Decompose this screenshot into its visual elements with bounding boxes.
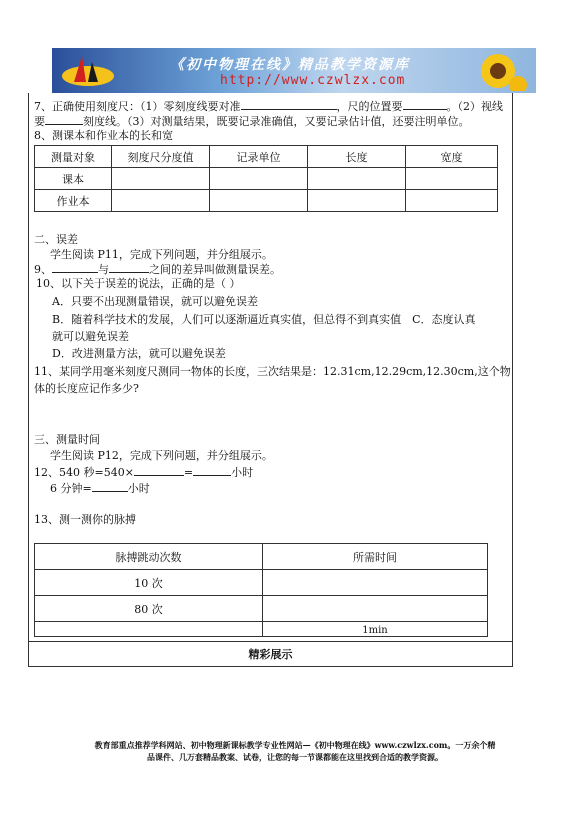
question-7-line-2 [34, 114, 470, 129]
banner-title: 《初中物理在线》精品教学资源库 [170, 57, 410, 73]
section-3-heading: 三、测量时间 [34, 433, 100, 446]
q12-text-3: 小时 [231, 466, 254, 479]
question-9 [34, 262, 281, 277]
table-cell[interactable] [263, 596, 488, 622]
q9-blank-1[interactable] [52, 262, 98, 273]
banner-url[interactable]: http://www.czwlzx.com [220, 73, 406, 88]
question-12-line-2 [50, 481, 150, 496]
pulse-table [34, 543, 488, 637]
showcase-section-title: 精彩展示 [28, 641, 513, 667]
table-cell[interactable] [406, 168, 498, 190]
table-cell[interactable] [406, 190, 498, 212]
option-b: B．随着科学技术的发展，人们可以逐渐逼近真实值，但总得不到真实值 C．态度认真 [52, 313, 476, 326]
question-13: 13、测一测你的脉搏 [34, 513, 136, 526]
table-cell[interactable] [112, 168, 210, 190]
question-11-line-1: 11、某同学用毫米刻度尺测同一物体的长度，三次结果是：12.31cm,12.29cm,12.30cm,这个物 [34, 365, 511, 378]
table-header: 长度 [308, 146, 406, 168]
q9-text-3: 之间的差异叫做测量误差。 [149, 263, 281, 276]
footer-line-2: 品课件、几万套精品教案、试卷，让您的每一节课都能在这里找到合适的教学资源。 [147, 752, 443, 762]
table-cell[interactable] [263, 570, 488, 596]
table-row [35, 570, 488, 596]
table-cell[interactable] [308, 168, 406, 190]
q9-text-2: 与 [98, 263, 109, 276]
q12-text-2: = [183, 466, 194, 479]
q7-blank-2[interactable] [403, 99, 447, 110]
table-cell: 课本 [35, 168, 112, 190]
measurement-table [34, 145, 498, 212]
q7-text-3: 。（2）视线 [446, 100, 503, 113]
question-11-line-2: 体的长度应记作多少? [34, 382, 139, 395]
table-header: 记录单位 [210, 146, 308, 168]
table-cell[interactable] [35, 622, 263, 637]
section-2-heading: 二、误差 [34, 233, 78, 246]
question-10: 10、以下关于误差的说法，正确的是（ ） [36, 277, 241, 290]
site-logo-icon [58, 52, 118, 90]
table-cell: 80 次 [35, 596, 263, 622]
table-row [35, 190, 498, 212]
q7-text-4: 要 [34, 115, 45, 128]
option-b-continued: 就可以避免误差 [52, 330, 129, 343]
q9-text-1: 9、 [34, 263, 52, 276]
question-12-line-1 [34, 465, 253, 480]
table-row [35, 168, 498, 190]
table-header: 宽度 [406, 146, 498, 168]
table-header: 刻度尺分度值 [112, 146, 210, 168]
header-banner [52, 48, 536, 93]
table-header: 测量对象 [35, 146, 112, 168]
table-header: 所需时间 [263, 544, 488, 570]
table-cell: 作业本 [35, 190, 112, 212]
table-cell: 1min [263, 622, 488, 637]
q7-text-5: 刻度线。（3）对测量结果，既要记录准确值，又要记录估计值，还要注明单位。 [83, 115, 470, 128]
q9-blank-2[interactable] [109, 262, 149, 273]
q7-blank-3[interactable] [45, 114, 83, 125]
q12-blank-1[interactable] [134, 465, 184, 476]
question-8: 8、测课本和作业本的长和宽 [34, 129, 173, 142]
q7-text-1: 7、正确使用刻度尺：（1）零刻度线要对准 [34, 100, 241, 113]
footer-line-1: 教育部重点推荐学科网站、初中物理新课标教学专业性网站—《初中物理在线》www.czwlzx.com。一万余个精 [94, 740, 496, 750]
table-row [35, 622, 488, 637]
q7-blank-1[interactable] [241, 99, 337, 110]
q12-text-4: 6 分钟= [50, 482, 92, 495]
table-cell[interactable] [210, 168, 308, 190]
table-header: 脉搏跳动次数 [35, 544, 263, 570]
q12-blank-3[interactable] [92, 481, 128, 492]
table-cell[interactable] [210, 190, 308, 212]
sunflower-icon [468, 51, 528, 91]
table-header-row [35, 146, 498, 168]
q7-text-2: ，尺的位置要 [336, 100, 403, 113]
table-cell: 10 次 [35, 570, 263, 596]
q12-text-1: 12、540 秒=540× [34, 466, 134, 479]
table-row [35, 596, 488, 622]
table-cell[interactable] [308, 190, 406, 212]
option-a: A．只要不出现测量错误，就可以避免误差 [52, 295, 258, 308]
table-cell[interactable] [112, 190, 210, 212]
q12-text-5: 小时 [127, 482, 150, 495]
table-header-row [35, 544, 488, 570]
q12-blank-2[interactable] [193, 465, 231, 476]
question-7-line-1 [34, 99, 503, 114]
section-2-instruction: 学生阅读 P11，完成下列问题，并分组展示。 [50, 248, 273, 261]
section-3-instruction: 学生阅读 P12，完成下列问题，并分组展示。 [50, 449, 273, 462]
option-d: D．改进测量方法，就可以避免误差 [52, 347, 226, 360]
